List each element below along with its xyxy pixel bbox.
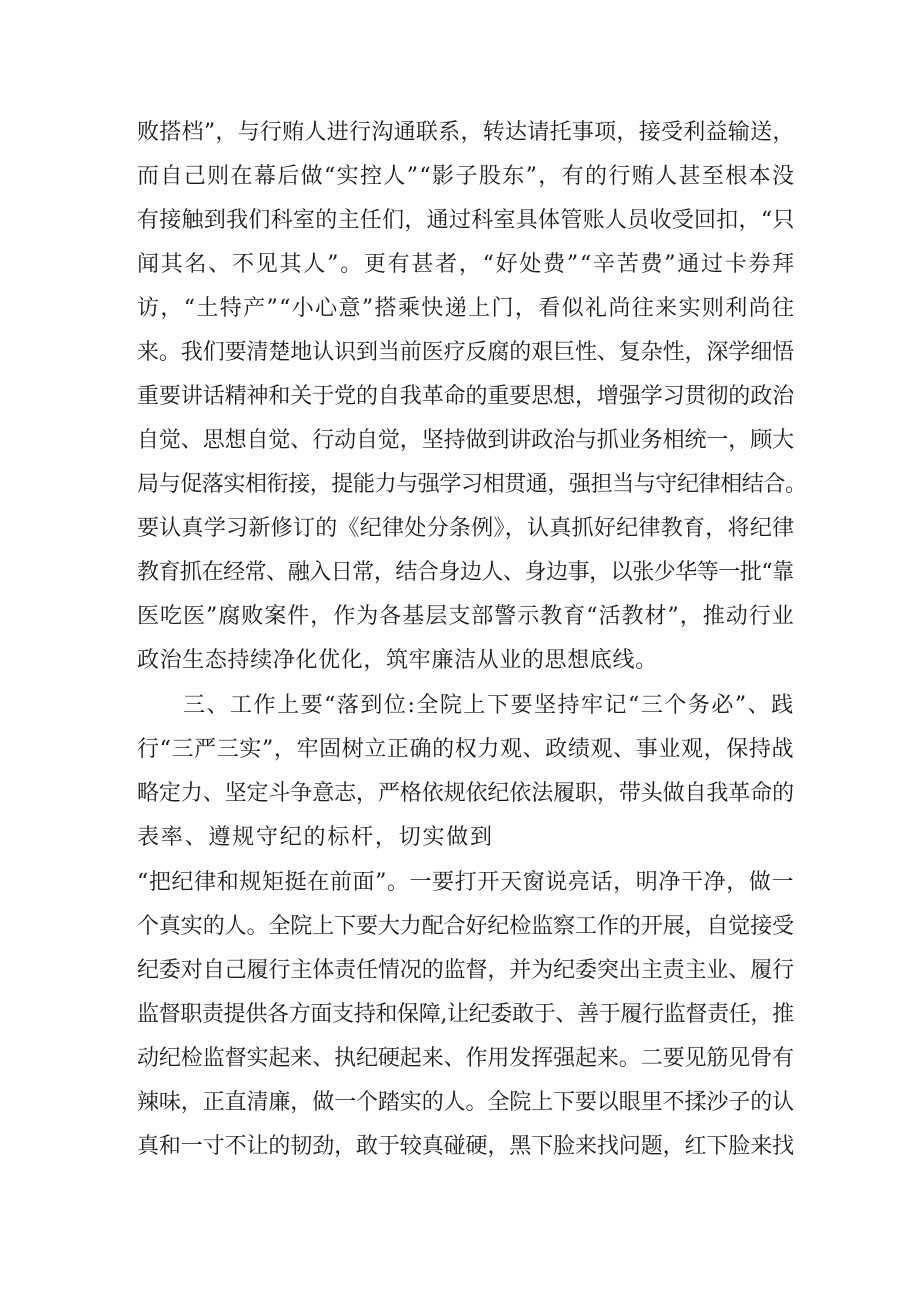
text-line-11: 教育抓在经常、融入日常，结合身边人、身边事，以张少华等一批“靠 [137, 560, 794, 585]
text-line-1: 败搭档”，与行贿人进行沟通联系，转达请托事项，接受利益输送， [137, 120, 795, 145]
text-line-20: 纪委对自己履行主体责任情况的监督，并为纪委突出主责主业、履行 [137, 958, 795, 983]
text-line-10: 要认真学习新修订的《纪律处分条例》，认真抓好纪律教育，将纪律 [137, 516, 795, 541]
text-line-7: 重要讲话精神和关于党的自我革命的重要思想，增强学习贯彻的政治 [137, 384, 795, 409]
text-line-23: 辣味，正直清廉，做一个踏实的人。全院上下要以眼里不揉沙子的认 [137, 1090, 795, 1115]
text-line-16: 略定力、坚定斗争意志，严格依规依纪依法履职，带头做自我革命的 [137, 781, 795, 806]
text-line-22: 动纪检监督实起来、执纪硬起来、作用发挥强起来。二要见筋见骨有 [137, 1046, 795, 1071]
text-line-12: 医吃医”腐败案件，作为各基层支部警示教育“活教材”，推动行业 [137, 604, 795, 629]
text-line-2: 而自己则在幕后做“实控人”“影子股东”，有的行贿人甚至根本没 [137, 164, 796, 189]
text-line-13: 政治生态持续净化优化，筑牢廉洁从业的思想底线。 [137, 648, 658, 673]
text-line-5: 访，“土特产”“小心意”搭乘快递上门，看似礼尚往来实则利尚往 [137, 296, 796, 321]
text-line-6: 来。我们要清楚地认识到当前医疗反腐的艰巨性、复杂性，深学细悟 [137, 340, 795, 365]
text-line-21: 监督职责提供各方面支持和保障,让纪委敢于、善于履行监督责任，推 [137, 1002, 794, 1027]
text-line-8: 自觉、思想自觉、行动自觉，坚持做到讲政治与抓业务相统一，顾大 [137, 428, 795, 453]
text-line-24: 真和一寸不让的韧劲，敢于较真碰硬，黑下脸来找问题，红下脸来找 [137, 1134, 795, 1159]
text-line-18: “把纪律和规矩挺在前面”。一要打开天窗说亮话，明净干净，做一 [137, 870, 795, 895]
section-three-heading-line: 三、工作上要“落到位:全院上下要坚持牢记“三个务必”、践 [183, 693, 795, 718]
text-line-4: 闻其名、不见其人”。更有甚者，“好处费”“辛苦费”通过卡券拜 [137, 252, 797, 277]
text-line-17: 表率、遵规守纪的标杆，切实做到 [137, 825, 494, 850]
text-line-19: 个真实的人。全院上下要大力配合好纪检监察工作的开展，自觉接受 [137, 914, 795, 939]
text-line-3: 有接触到我们科室的主任们，通过科室具体管账人员收受回扣，“只 [137, 208, 795, 233]
text-line-9: 局与促落实相衔接，提能力与强学习相贯通，强担当与守纪律相结合。 [137, 472, 807, 497]
text-line-15: 行“三严三实”，牢固树立正确的权力观、政绩观、事业观，保持战 [137, 737, 795, 762]
